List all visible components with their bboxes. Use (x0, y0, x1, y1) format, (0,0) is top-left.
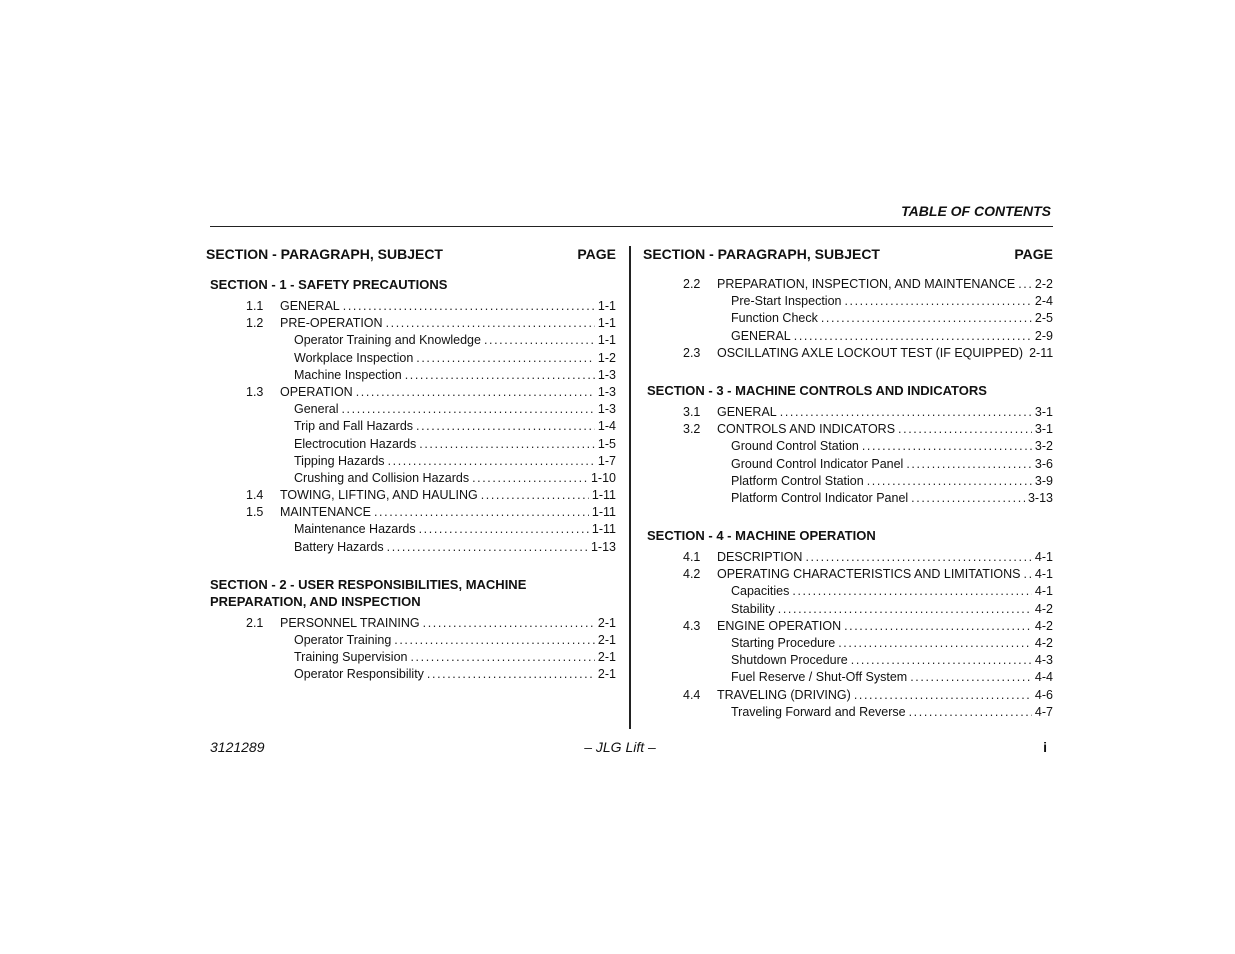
entry-title: Pre-Start Inspection (731, 294, 842, 309)
entry-line (280, 298, 616, 315)
dot-leader (844, 293, 1031, 310)
entry-line (717, 549, 1053, 566)
dot-leader (898, 421, 1032, 438)
page-header: PAGE (1014, 246, 1053, 262)
entry-title: Shutdown Procedure (731, 653, 848, 668)
entry-line (294, 453, 616, 470)
dot-leader (419, 521, 589, 538)
entry-title: OSCILLATING AXLE LOCKOUT TEST (IF EQUIPPED) (717, 345, 1024, 360)
entry-line (294, 649, 616, 666)
entry-page: 1-3 (597, 384, 616, 399)
dot-leader (388, 453, 595, 470)
toc-entry[interactable] (643, 490, 1053, 507)
entry-line (731, 438, 1053, 455)
entry-page: 2-1 (597, 633, 616, 647)
entry-title: Battery Hazards (294, 539, 384, 554)
entry-page: 3-6 (1034, 456, 1053, 471)
dot-leader (909, 704, 1032, 721)
dot-leader (867, 473, 1032, 490)
entry-line (294, 666, 616, 683)
header-rule (210, 226, 1053, 227)
toc-entry[interactable] (643, 549, 1053, 566)
column-header (206, 246, 616, 266)
entry-line (280, 487, 616, 504)
entry-page: 1-5 (597, 436, 616, 451)
entry-line (717, 566, 1053, 583)
page-number: i (1043, 739, 1047, 755)
entry-page: 1-2 (597, 350, 616, 365)
toc-entry[interactable] (206, 470, 616, 487)
entry-title: Platform Control Indicator Panel (731, 490, 909, 505)
entry-page: 1-4 (597, 419, 616, 434)
subject-header: SECTION - PARAGRAPH, SUBJECT (643, 246, 880, 262)
dot-leader (341, 401, 594, 418)
section-gap (643, 362, 1053, 382)
entry-line (717, 421, 1053, 438)
entry-line (294, 632, 616, 649)
column-divider (629, 246, 631, 729)
entry-title: General (294, 402, 339, 417)
entry-page: 1-11 (591, 488, 616, 503)
entry-page: 2-5 (1034, 311, 1053, 326)
entry-title: Operator Training (294, 633, 392, 647)
dot-leader (780, 404, 1032, 421)
toc-entry[interactable] (643, 583, 1053, 600)
entry-page: 3-13 (1027, 490, 1053, 505)
page-title: TABLE OF CONTENTS (901, 203, 1051, 219)
entry-page: 2-4 (1034, 294, 1053, 309)
entry-number: 1.3 (246, 384, 264, 399)
dot-leader (416, 350, 595, 367)
section-heading: SECTION - 4 - MACHINE OPERATION (647, 528, 876, 544)
entry-number: 1.5 (246, 505, 264, 520)
entry-page: 1-11 (591, 505, 616, 520)
entry-title: PERSONNEL TRAINING (280, 615, 420, 630)
toc-entry[interactable] (643, 421, 1053, 438)
dot-leader (805, 549, 1031, 566)
entry-page: 1-13 (590, 539, 616, 554)
toc-entry[interactable] (206, 487, 616, 504)
dot-leader (778, 601, 1032, 618)
toc-entry[interactable] (643, 618, 1053, 635)
entry-title: Ground Control Station (731, 439, 859, 454)
dot-leader (1024, 566, 1032, 583)
entry-number: 2.2 (683, 277, 701, 291)
entry-title: Traveling Forward and Reverse (731, 704, 906, 719)
entry-page: 2-1 (597, 667, 616, 682)
entry-line (717, 687, 1053, 704)
toc-entry[interactable] (206, 401, 616, 418)
entry-page: 3-1 (1034, 422, 1053, 437)
entry-title: CONTROLS AND INDICATORS (717, 422, 896, 437)
entry-page: 1-1 (597, 299, 616, 313)
entry-page: 4-1 (1034, 550, 1053, 565)
entry-title: Operator Responsibility (294, 667, 424, 682)
toc-entry[interactable] (206, 632, 616, 649)
toc-entry[interactable] (643, 601, 1053, 618)
entry-page: 3-9 (1034, 473, 1053, 488)
entry-number: 4.1 (683, 550, 701, 565)
entry-line (294, 367, 616, 384)
dot-leader (394, 632, 595, 649)
entry-title: Maintenance Hazards (294, 522, 416, 537)
dot-leader (386, 315, 595, 332)
dot-leader (472, 470, 588, 487)
entry-number: 4.2 (683, 567, 701, 582)
entry-line (731, 652, 1053, 669)
toc-entry[interactable] (206, 521, 616, 538)
entry-title: Electrocution Hazards (294, 436, 417, 451)
toc-entry[interactable] (206, 315, 616, 332)
toc-entry[interactable] (206, 332, 616, 349)
dot-leader (821, 310, 1032, 327)
entry-line (731, 293, 1053, 310)
dot-leader (794, 328, 1032, 345)
entry-line (294, 401, 616, 418)
toc-entry[interactable] (206, 384, 616, 401)
entry-line (294, 350, 616, 367)
entry-page: 4-2 (1034, 618, 1053, 633)
dot-leader (838, 635, 1032, 652)
entry-title: PREPARATION, INSPECTION, AND MAINTENANCE (717, 277, 1016, 291)
toc-entry[interactable] (206, 649, 616, 666)
section-heading: SECTION - 3 - MACHINE CONTROLS AND INDICATORS (647, 382, 987, 398)
toc-entry[interactable] (206, 666, 616, 683)
entry-number: 3.2 (683, 422, 701, 437)
dot-leader (906, 456, 1032, 473)
entry-number: 1.4 (246, 488, 264, 503)
entry-page: 2-11 (1029, 345, 1053, 360)
entry-page: 4-7 (1034, 704, 1053, 719)
dot-leader (862, 438, 1032, 455)
entry-line (294, 332, 616, 349)
entry-line (717, 618, 1053, 635)
entry-title: PRE-OPERATION (280, 316, 383, 331)
toc-entry[interactable] (643, 293, 1053, 310)
entry-page: 3-2 (1034, 439, 1053, 454)
entry-title: Training Supervision (294, 650, 408, 665)
entry-line (294, 470, 616, 487)
entry-page: 2-1 (597, 615, 616, 630)
toc-entry[interactable] (643, 438, 1053, 455)
toc-entry[interactable] (643, 669, 1053, 686)
entry-title: Trip and Fall Hazards (294, 419, 414, 434)
dot-leader (911, 490, 1025, 507)
entry-title: Operator Training and Knowledge (294, 333, 481, 348)
entry-page: 1-1 (597, 316, 616, 331)
toc-entry[interactable] (643, 566, 1053, 583)
dot-leader (851, 652, 1032, 669)
dot-leader (410, 649, 594, 666)
dot-leader (1018, 276, 1032, 293)
dot-leader (481, 487, 589, 504)
footer-brand: – JLG Lift – (584, 739, 656, 755)
entry-line (280, 615, 616, 632)
entry-page: 4-2 (1034, 636, 1053, 650)
entry-page: 2-2 (1034, 277, 1053, 291)
toc-entry[interactable] (643, 456, 1053, 473)
entry-title: GENERAL (717, 404, 777, 419)
dot-leader (423, 615, 595, 632)
entry-title: TOWING, LIFTING, AND HAULING (280, 488, 478, 503)
toc-entry[interactable] (643, 704, 1053, 721)
entry-line (294, 539, 616, 556)
entry-title: Starting Procedure (731, 636, 836, 650)
section-gap (643, 507, 1053, 527)
document-number: 3121289 (210, 739, 265, 755)
toc-entry[interactable] (206, 504, 616, 521)
section-heading: SECTION - 1 - SAFETY PRECAUTIONS (210, 277, 448, 292)
page-header: PAGE (577, 246, 616, 262)
entry-line (280, 384, 616, 401)
dot-leader (343, 298, 595, 315)
entry-title: OPERATING CHARACTERISTICS AND LIMITATIONS (717, 567, 1021, 582)
entry-page: 4-3 (1034, 653, 1053, 668)
section-gap (206, 556, 616, 576)
entry-line (717, 404, 1053, 421)
entry-page: 4-1 (1034, 584, 1053, 599)
dot-leader (356, 384, 595, 401)
toc-entry[interactable] (643, 276, 1053, 293)
entry-title: MAINTENANCE (280, 505, 371, 520)
toc-entry[interactable] (643, 635, 1053, 652)
dot-leader (427, 666, 595, 683)
left-column (206, 246, 616, 684)
dot-leader (910, 669, 1032, 686)
entry-page: 1-3 (597, 402, 616, 417)
toc-entry[interactable] (643, 687, 1053, 704)
entry-line (731, 669, 1053, 686)
entry-line (294, 436, 616, 453)
toc-entry[interactable] (643, 328, 1053, 345)
dot-leader (419, 436, 595, 453)
dot-leader (387, 539, 588, 556)
entry-title: Platform Control Station (731, 473, 864, 488)
entry-title: OPERATION (280, 384, 353, 399)
entry-line (731, 583, 1053, 600)
subject-header: SECTION - PARAGRAPH, SUBJECT (206, 246, 443, 262)
entry-title: ENGINE OPERATION (717, 618, 842, 633)
toc-entry[interactable] (206, 539, 616, 556)
entry-line (717, 345, 1053, 362)
entry-title: Crushing and Collision Hazards (294, 470, 470, 485)
entry-line (731, 328, 1053, 345)
entry-page: 1-11 (591, 522, 616, 537)
entry-number: 1.2 (246, 316, 264, 331)
dot-leader (484, 332, 595, 349)
entry-page: 1-1 (597, 333, 616, 348)
entry-line (731, 310, 1053, 327)
entry-page: 4-6 (1034, 687, 1053, 702)
dot-leader (374, 504, 589, 521)
entry-line (280, 315, 616, 332)
entry-page: 2-1 (597, 650, 616, 665)
entry-line (731, 704, 1053, 721)
entry-line (731, 490, 1053, 507)
entry-line (294, 521, 616, 538)
entry-line (731, 456, 1053, 473)
toc-entry[interactable] (643, 345, 1053, 362)
toc-entry[interactable] (206, 298, 616, 315)
entry-number: 1.1 (246, 299, 264, 313)
dot-leader (405, 367, 595, 384)
entry-title: Ground Control Indicator Panel (731, 456, 904, 471)
left-sections (206, 276, 616, 684)
entry-title: DESCRIPTION (717, 550, 803, 565)
entry-title: Fuel Reserve / Shut-Off System (731, 670, 908, 685)
toc-entry[interactable] (206, 350, 616, 367)
right-sections (643, 276, 1053, 721)
entry-line (731, 473, 1053, 490)
entry-page: 2-9 (1034, 328, 1053, 343)
entry-line (731, 601, 1053, 618)
toc-entry[interactable] (206, 615, 616, 632)
dot-leader (844, 618, 1032, 635)
entry-number: 2.1 (246, 615, 264, 630)
toc-entry[interactable] (206, 418, 616, 435)
section-heading: SECTION - 2 - USER RESPONSIBILITIES, MACHINE PREPARATION, AND INSPECTION (210, 576, 527, 609)
dot-leader (416, 418, 595, 435)
toc-entry[interactable] (206, 436, 616, 453)
entry-number: 3.1 (683, 404, 701, 419)
entry-page: 1-10 (590, 470, 616, 485)
toc-entry[interactable] (643, 652, 1053, 669)
entry-title: Workplace Inspection (294, 350, 414, 365)
entry-line (294, 418, 616, 435)
dot-leader (854, 687, 1032, 704)
entry-title: GENERAL (731, 328, 791, 343)
entry-page: 1-7 (597, 453, 616, 468)
dot-leader (792, 583, 1032, 600)
toc-entry[interactable] (643, 404, 1053, 421)
entry-line (717, 276, 1053, 293)
entry-title: Capacities (731, 584, 790, 599)
entry-page: 4-2 (1034, 601, 1053, 616)
entry-line (731, 635, 1053, 652)
toc-entry[interactable] (643, 473, 1053, 490)
toc-entry[interactable] (643, 310, 1053, 327)
entry-title: TRAVELING (DRIVING) (717, 687, 851, 702)
entry-title: Machine Inspection (294, 367, 402, 382)
entry-title: Stability (731, 601, 775, 616)
entry-line (280, 504, 616, 521)
toc-entry[interactable] (206, 367, 616, 384)
entry-number: 4.4 (683, 687, 701, 702)
toc-entry[interactable] (206, 453, 616, 470)
entry-page: 3-1 (1034, 404, 1053, 419)
entry-page: 4-1 (1034, 567, 1053, 582)
entry-title: GENERAL (280, 299, 340, 313)
entry-page: 1-3 (597, 367, 616, 382)
entry-number: 4.3 (683, 618, 701, 633)
entry-number: 2.3 (683, 345, 701, 360)
entry-page: 4-4 (1034, 670, 1053, 685)
right-column (643, 246, 1053, 721)
entry-title: Function Check (731, 311, 818, 326)
entry-title: Tipping Hazards (294, 453, 385, 468)
column-header (643, 246, 1053, 266)
